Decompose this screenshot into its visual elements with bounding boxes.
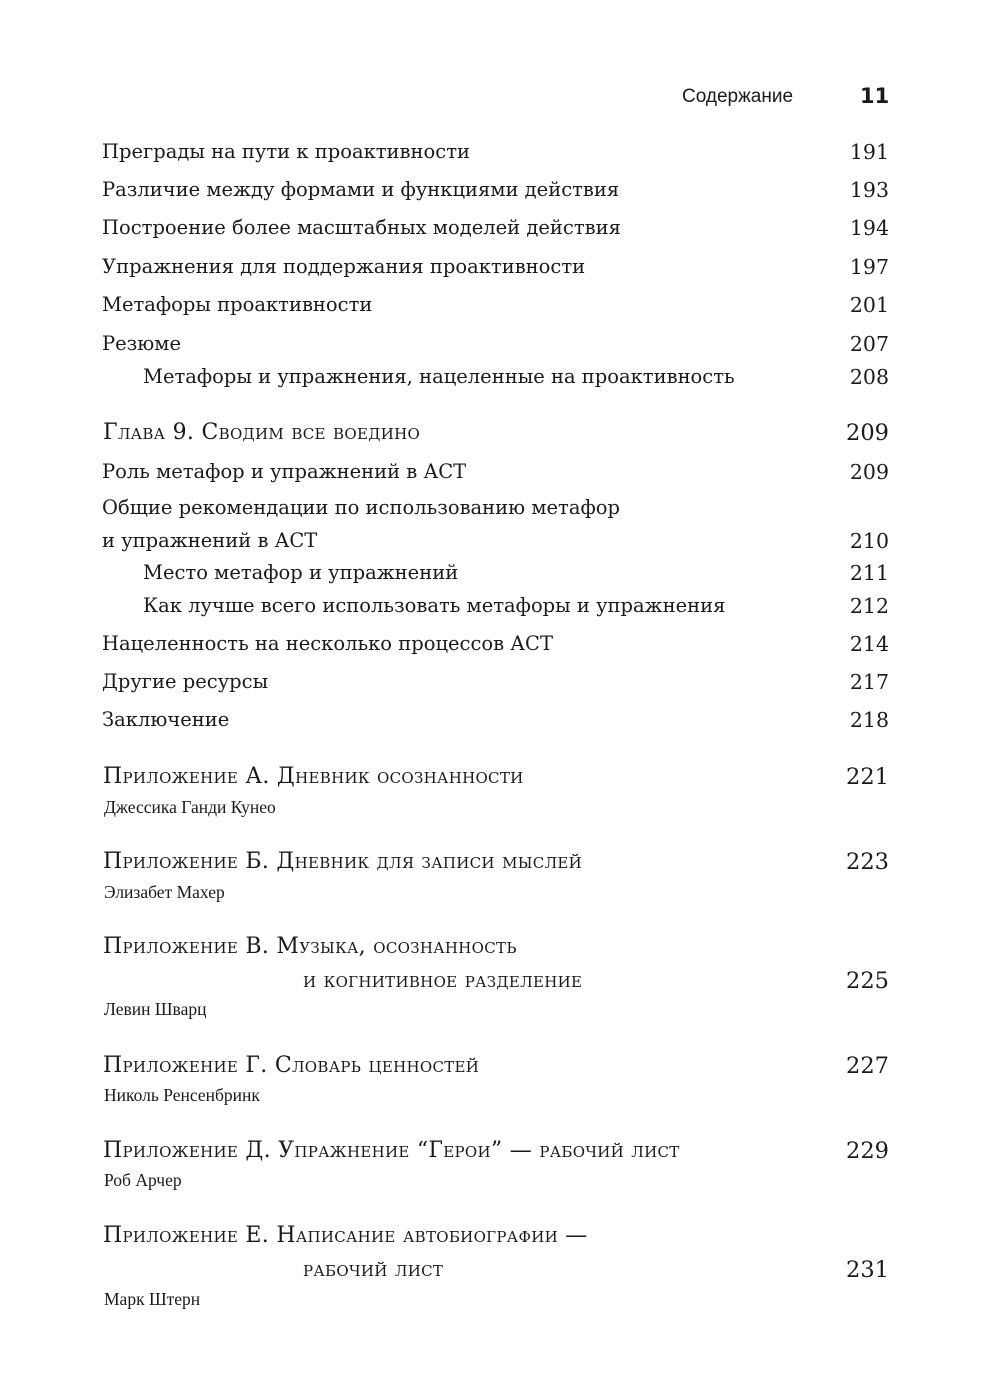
running-header — [0, 86, 992, 116]
toc-entry-page: 201 — [849, 293, 889, 317]
toc-appendix-title: Приложение Г. Словарь ценностей — [103, 1053, 480, 1078]
toc-appendix-author: Левин Шварц — [104, 999, 207, 1019]
toc-entry-title: Метафоры и упражнения, нацеленные на проактивность — [143, 365, 735, 388]
page-number: 11 — [860, 84, 890, 108]
toc-entry-page: 217 — [849, 670, 889, 694]
toc-appendix-page: 221 — [846, 764, 889, 790]
toc-entry-page: 211 — [849, 561, 889, 585]
toc-appendix-author: Николь Ренсенбринк — [104, 1085, 260, 1105]
toc-chapter-title: Глава 9. Сводим все воедино — [103, 420, 421, 445]
toc-entry-page: 194 — [849, 216, 889, 240]
toc-entry-title: Преграды на пути к проактивности — [102, 140, 470, 163]
toc-appendix-page: 227 — [846, 1053, 889, 1079]
toc-entry-page: 218 — [849, 708, 889, 732]
toc-entry-title: Общие рекомендации по использованию метафор — [102, 496, 620, 519]
toc-appendix-title: Приложение Е. Написание автобиографии — — [103, 1223, 588, 1248]
toc-entry-title: Нацеленность на несколько процессов АСТ — [102, 632, 553, 655]
toc-entry-page: 212 — [849, 594, 889, 618]
toc-appendix-author: Джессика Ганди Кунео — [104, 797, 276, 817]
toc-appendix-page: 229 — [846, 1138, 889, 1164]
toc-entry-title: Другие ресурсы — [102, 670, 269, 693]
toc-entry-title: Заключение — [102, 708, 230, 731]
toc-entry-page: 210 — [849, 529, 889, 553]
toc-appendix-title: Приложение Б. Дневник для записи мыслей — [103, 849, 583, 874]
toc-appendix-title: Приложение А. Дневник осознанности — [103, 764, 524, 789]
toc-entry-page: 208 — [849, 365, 889, 389]
toc-entry-title: Различие между формами и функциями действия — [102, 178, 620, 201]
toc-chapter-page: 209 — [846, 420, 889, 446]
running-header-title: Содержание — [682, 86, 794, 107]
toc-appendix-page: 225 — [846, 968, 889, 994]
toc-appendix-page: 223 — [846, 849, 889, 875]
toc-entry-page: 214 — [849, 632, 889, 656]
toc-entry-title: и упражнений в АСТ — [102, 529, 318, 552]
toc-entry-page: 191 — [849, 140, 889, 164]
toc-appendix-page: 231 — [846, 1257, 889, 1283]
toc-entry-title: Построение более масштабных моделей действия — [102, 216, 621, 239]
toc-entry-page: 209 — [849, 460, 889, 484]
toc-entry-title: Метафоры проактивности — [102, 293, 373, 316]
toc-appendix-title-continued: и когнитивное разделение — [303, 968, 583, 993]
toc-entry-title: Место метафор и упражнений — [143, 561, 459, 584]
toc-entry-page: 193 — [849, 178, 889, 202]
toc-appendix-title: Приложение Д. Упражнение “Герои” — рабочий лист — [103, 1138, 680, 1163]
toc-appendix-title-continued: рабочий лист — [303, 1257, 444, 1282]
toc-appendix-author: Роб Арчер — [104, 1170, 182, 1190]
toc-entry-title: Как лучше всего использовать метафоры и упражнения — [143, 594, 726, 617]
toc-entry-page: 197 — [849, 255, 889, 279]
toc-appendix-author: Элизабет Махер — [104, 882, 225, 902]
toc-appendix-title: Приложение В. Музыка, осознанность — [103, 934, 517, 959]
toc-entry-title: Роль метафор и упражнений в АСТ — [102, 460, 467, 483]
toc-entry-page: 207 — [849, 332, 889, 356]
toc-appendix-author: Марк Штерн — [104, 1289, 201, 1309]
toc-entry-title: Упражнения для поддержания проактивности — [102, 255, 586, 278]
toc-entry-title: Резюме — [102, 332, 181, 355]
